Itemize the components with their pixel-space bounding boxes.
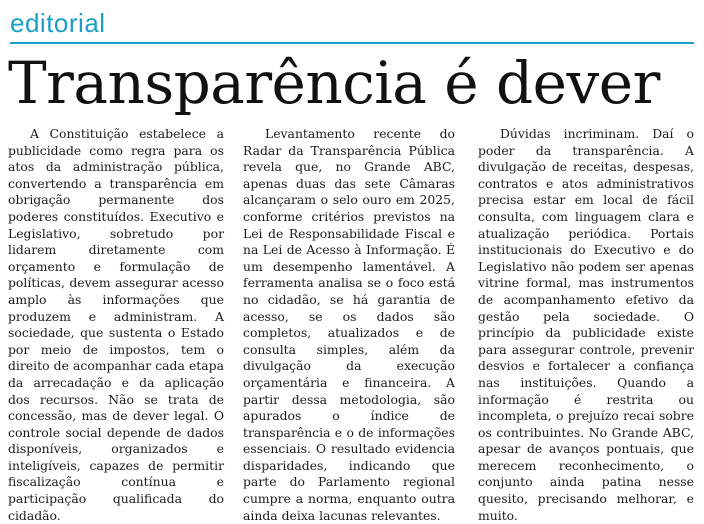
column-text: Levantamento recente do Radar da Transparência Pública revela que, no Grande ABC, apenas duas das sete Câmaras alcançaram o selo ouro em 2025, conforme critérios previstos na Lei de Responsabilidade Fiscal e na Lei de Acesso à Informação. É um desempenho lamentável. A ferramenta analisa se o foco está no cidadão, se há garantia de acesso, se os dados são completos, atualizados e de consulta simples, além da divulgação da execução orçamentária e financeira. A partir dessa metodologia, são apurados o índice de transparência e o de informações essenciais. O resultado evidencia disparidades, indicando que parte do Parlamento regional cumpre a norma, enquanto outra ainda deixa lacunas relevantes.: [243, 126, 455, 523]
section-label: editorial: [10, 8, 106, 38]
article-column-3: [478, 126, 694, 524]
column-text: Dúvidas incriminam. Daí o poder da transparência. A divulgação de receitas, despesas, contratos e atos administrativos precisa estar em local de fácil consulta, com linguagem clara e atualização periódica. Portais institucionais do Executivo e do Legislativo não podem ser apenas vitrine formal, mas instrumentos de acompanhamento efetivo da gestão pela sociedade. O princípio da publicidade existe para assegurar controle, prevenir desvios e fortalecer a confiança nas instituições. Quando a informação é restrita ou incompleta, o prejuízo recai sobre os contribuintes. No Grande ABC, apesar de avanços pontuais, que merecem reconhecimento, o conjunto ainda patina nesse quesito, precisando melhorar, e muito.: [478, 126, 694, 523]
article-column-1: [8, 126, 224, 524]
headline: Transparência é dever: [8, 49, 660, 117]
section-divider: [10, 42, 694, 44]
article-column-2: [243, 126, 455, 524]
column-text: A Constituição estabelece a publicidade como regra para os atos da administração pública, convertendo a transparência em obrigação permanente dos poderes constituídos. Executivo e Legislativo, sobretudo por lidarem diretamente com orçamento e formulação de políticas, devem assegurar acesso amplo às informações que produzem e administram. A sociedade, que sustenta o Estado por meio de impostos, tem o direito de acompanhar cada etapa da arrecadação e da aplicação dos recursos. Não se trata de concessão, mas de dever legal. O controle social depende de dados disponíveis, organizados e inteligíveis, capazes de permitir fiscalização contínua e participação qualificada do cidadão.: [8, 126, 224, 523]
